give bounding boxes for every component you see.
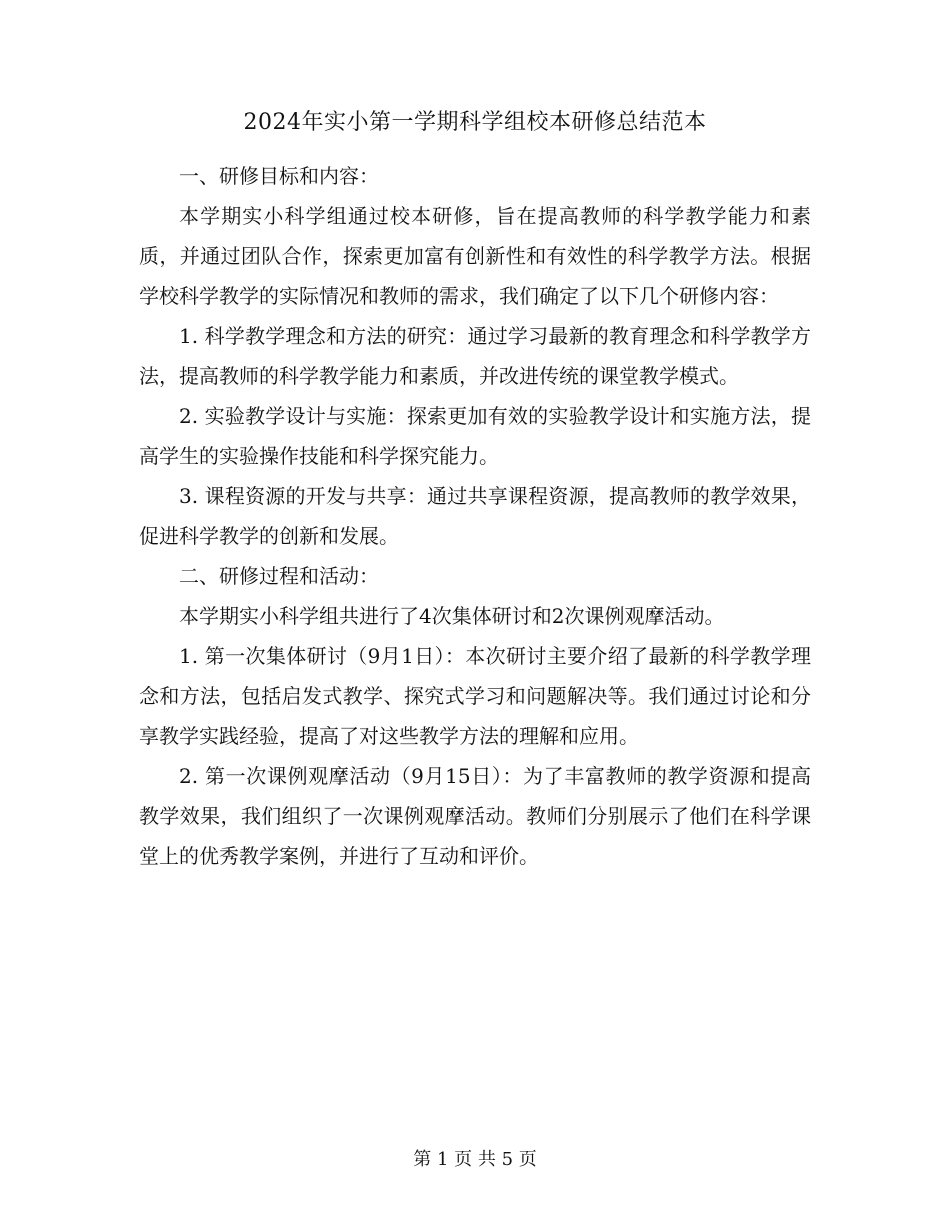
document-body: [139, 156, 811, 876]
section-heading-goals: 一、研修目标和内容：: [179, 164, 379, 188]
paragraph-intro: 本学期实小科学组通过校本研修，旨在提高教师的科学教学能力和素质，并通过团队合作，探索更加富有创新性和有效性的科学教学方法。根据学校科学教学的实际情况和教师的需求，我们确定了以下几个研修内容：: [139, 204, 811, 308]
list-item-course-resources: 3. 课程资源的开发与共享：通过共享课程资源，提高教师的教学效果，促进科学教学的创新和发展。: [139, 484, 811, 548]
list-item-first-discussion: 1. 第一次集体研讨（9月1日）：本次研讨主要介绍了最新的科学教学理念和方法，包括启发式教学、探究式学习和问题解决等。我们通过讨论和分享教学实践经验，提高了对这些教学方法的理解和应用。: [139, 644, 811, 748]
section-heading-process: 二、研修过程和活动：: [179, 564, 379, 588]
paragraph-activity-summary: 本学期实小科学组共进行了4次集体研讨和2次课例观摩活动。: [179, 604, 725, 628]
page-number-footer: 第 1 页 共 5 页: [413, 1149, 537, 1170]
list-item-experiment-teaching: 2. 实验教学设计与实施：探索更加有效的实验教学设计和实施方法，提高学生的实验操作技能和科学探究能力。: [139, 404, 811, 468]
list-item-first-observation: 2. 第一次课例观摩活动（9月15日）：为了丰富教师的教学资源和提高教学效果，我们组织了一次课例观摩活动。教师们分别展示了他们在科学课堂上的优秀教学案例，并进行了互动和评价。: [139, 764, 811, 868]
document-title: 2024年实小第一学期科学组校本研修总结范本: [243, 110, 707, 135]
list-item-teaching-philosophy: 1. 科学教学理念和方法的研究：通过学习最新的教育理念和科学教学方法，提高教师的科学教学能力和素质，并改进传统的课堂教学模式。: [139, 324, 811, 388]
